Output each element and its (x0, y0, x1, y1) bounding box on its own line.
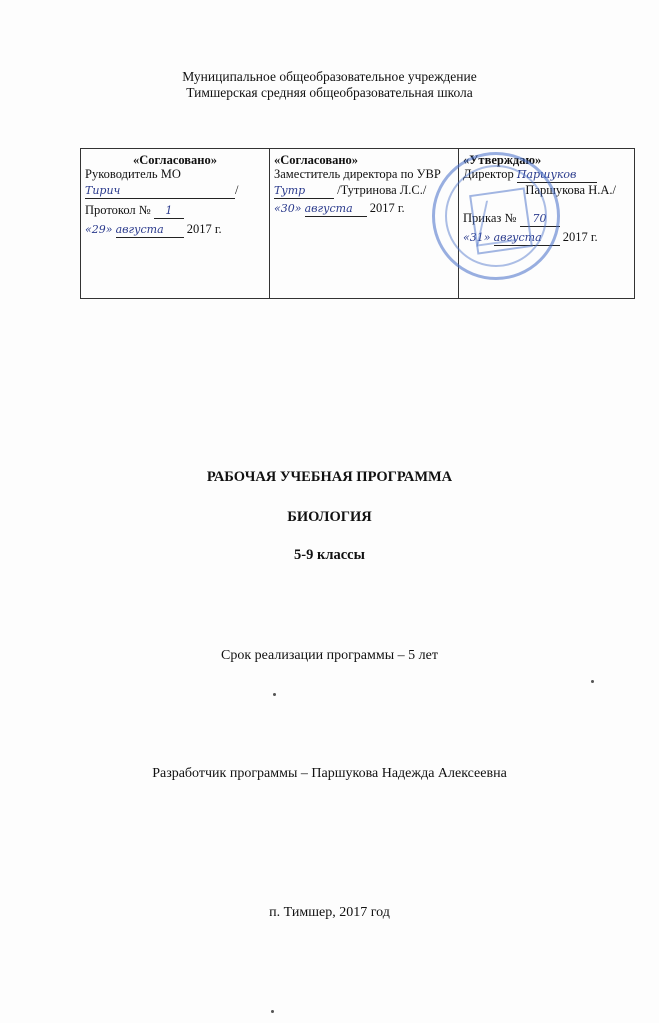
grades-title: 5-9 классы (294, 547, 365, 563)
date-day: «31» (463, 231, 491, 244)
date-year: 2017 г. (369, 201, 405, 215)
header-line-1: Муниципальное общеобразовательное учреждение (182, 69, 477, 84)
protocol-number: 1 (165, 204, 173, 217)
approval-heading: «Согласовано» (274, 153, 359, 167)
date-year: 2017 г. (562, 230, 598, 244)
approval-role: Руководитель МО (85, 167, 181, 181)
place-and-year: п. Тимшер, 2017 год (269, 905, 390, 920)
program-developer: Разработчик программы – Паршукова Надежда Алексеевна (152, 766, 507, 781)
signature: Паршуков (516, 168, 577, 181)
date-month: августа (493, 231, 542, 244)
school-header (0, 69, 659, 101)
date-year: 2017 г. (186, 222, 222, 236)
date-day: «30» (274, 202, 302, 215)
date-month: августа (115, 223, 164, 236)
scan-speck (273, 693, 276, 696)
approval-cell-deputy (270, 149, 459, 299)
signature: Тирич (85, 184, 121, 197)
program-title: РАБОЧАЯ УЧЕБНАЯ ПРОГРАММА (206, 469, 453, 485)
date-day: «29» (85, 223, 113, 236)
program-term: Срок реализации программы – 5 лет (221, 648, 438, 663)
signature-line (85, 183, 235, 199)
approval-role: Директор (463, 167, 514, 181)
date-month: августа (304, 202, 353, 215)
scan-speck (591, 680, 594, 683)
approver-name: Паршукова Н.А./ (525, 183, 616, 197)
approval-heading: «Утверждаю» (463, 153, 542, 167)
subject-title: БИОЛОГИЯ (287, 509, 372, 525)
approver-name: /Тутринова Л.С./ (337, 183, 427, 197)
protocol-label: Протокол № (85, 203, 151, 217)
approvals-table (80, 148, 635, 299)
signature: Тутр (274, 184, 306, 197)
approval-cell-mo: «Согласовано» Руководитель МО Тирич / Протокол № 1 «29» августа 2017 г. (81, 149, 270, 299)
order-label: Приказ № (463, 211, 517, 225)
approval-heading: «Согласовано» (132, 153, 218, 167)
approval-cell-director (459, 149, 635, 299)
header-line-2: Тимшерская средняя общеобразовательная школа (186, 85, 473, 100)
approval-role: Заместитель директора по УВР (274, 167, 441, 181)
scan-speck (271, 1010, 274, 1013)
order-number: 70 (532, 212, 547, 225)
